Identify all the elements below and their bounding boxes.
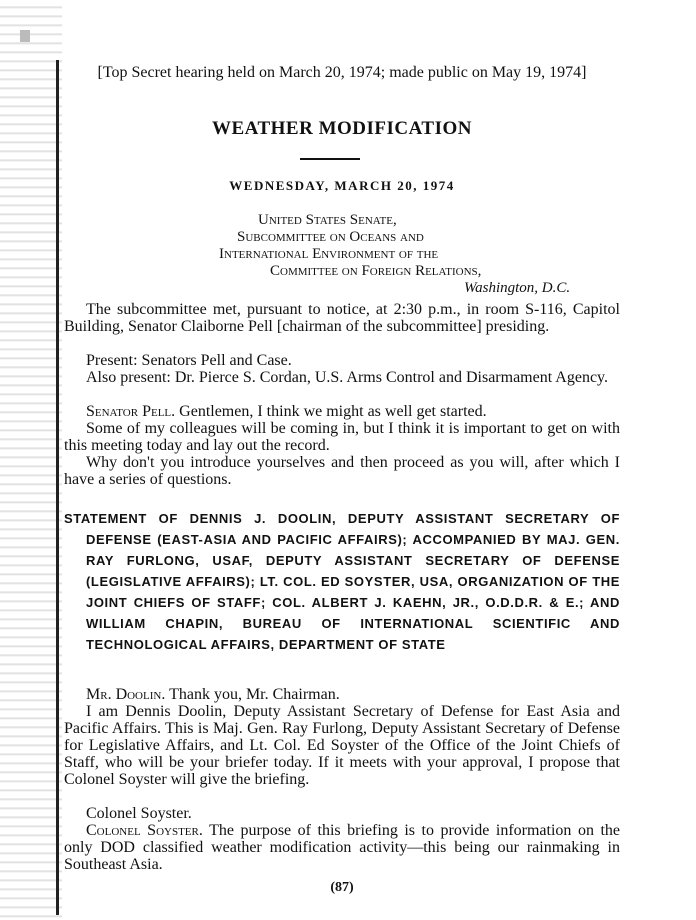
testimony-2	[64, 703, 620, 788]
dateline: WEDNESDAY, MARCH 20, 1974	[229, 178, 455, 193]
testimony-4-text: The purpose of this briefing is to provide information on the only DOD classified weather modification activity—this being our rainmaking in Southeast Asia.	[64, 822, 621, 873]
speaker-name: Mr. Doolin.	[86, 686, 166, 703]
address-line-5: Washington, D.C.	[464, 280, 571, 296]
binding-edge-line	[56, 60, 59, 915]
testimony-4	[64, 822, 620, 873]
paragraph-3	[64, 369, 620, 386]
testimony-1-text: Thank you, Mr. Chairman.	[169, 686, 340, 703]
title-rule	[300, 158, 360, 160]
paragraph-6	[64, 454, 620, 488]
testimony-1	[64, 686, 620, 703]
paragraph-5	[64, 420, 620, 454]
scan-speck	[20, 30, 30, 42]
testimony-2-text: I am Dennis Doolin, Deputy Assistant Secretary of Defense for East Asia and Pacific Affairs. This is Maj. Gen. Ray Furlong, Deputy Assistant Secretary of Defense for Legislative Affairs, and Lt. Col. Ed Soyster of the Office of the Joint Chiefs of Staff, who will be your briefer today. If it meets with your approval, I propose that Colonel Soyster will give the briefing.	[64, 703, 620, 788]
paragraph-4	[64, 403, 620, 420]
paragraph-5-text: Some of my colleagues will be coming in, but I think it is important to get on with this meeting today and lay out the record.	[64, 420, 620, 454]
speaker-name: Senator Pell.	[86, 403, 176, 420]
paragraph-4-text: Gentlemen, I think we might as well get started.	[179, 403, 487, 420]
header-note: [Top Secret hearing held on March 20, 1974; made public on May 19, 1974]	[97, 64, 587, 81]
paragraph-1	[64, 301, 620, 335]
paragraph-3-text: Also present: Dr. Pierce S. Cordan, U.S. Arms Control and Disarmament Agency.	[86, 369, 608, 386]
paragraph-2	[64, 352, 620, 369]
address-line-2: Subcommittee on Oceans and	[237, 229, 424, 245]
address-line-3: International Environment of the	[219, 246, 439, 262]
testimony-3-text: Colonel Soyster.	[86, 805, 192, 822]
testimony-3	[64, 805, 620, 822]
address-line-4: Committee on Foreign Relations,	[270, 263, 482, 279]
scan-edge-artifact	[0, 0, 62, 920]
paragraph-1-text: The subcommittee met, pursuant to notice, at 2:30 p.m., in room S-116, Capitol Building, Senator Claiborne Pell [chairman of the subcommittee] presiding.	[64, 301, 620, 335]
speaker-name: Colonel Soyster.	[86, 822, 203, 839]
paragraph-6-text: Why don't you introduce yourselves and then proceed as you will, after which I have a series of questions.	[64, 454, 620, 488]
address-line-1: United States Senate,	[258, 212, 397, 228]
paragraph-2-text: Present: Senators Pell and Case.	[86, 352, 292, 369]
statement-heading: STATEMENT OF DENNIS J. DOOLIN, DEPUTY ASSISTANT SECRETARY OF DEFENSE (EAST-ASIA AND PACIFIC AFFAIRS); ACCOMPANIED BY MAJ. GEN. RAY FURLONG, USAF, DEPUTY ASSISTANT SECRETARY OF DEFENSE (LEGISLATIVE AFFAIRS); LT. COL. ED SOYSTER, USA, ORGANIZATION OF THE JOINT CHIEFS OF STAFF; COL. ALBERT J. KAEHN, JR., O.D.D.R. & E.; AND WILLIAM CHAPIN, BUREAU OF INTERNATIONAL SCIENTIFIC AND TECHNOLOGICAL AFFAIRS, DEPARTMENT OF STATE	[64, 511, 620, 652]
page-title: WEATHER MODIFICATION	[211, 118, 472, 139]
page-number: (87)	[330, 880, 354, 895]
